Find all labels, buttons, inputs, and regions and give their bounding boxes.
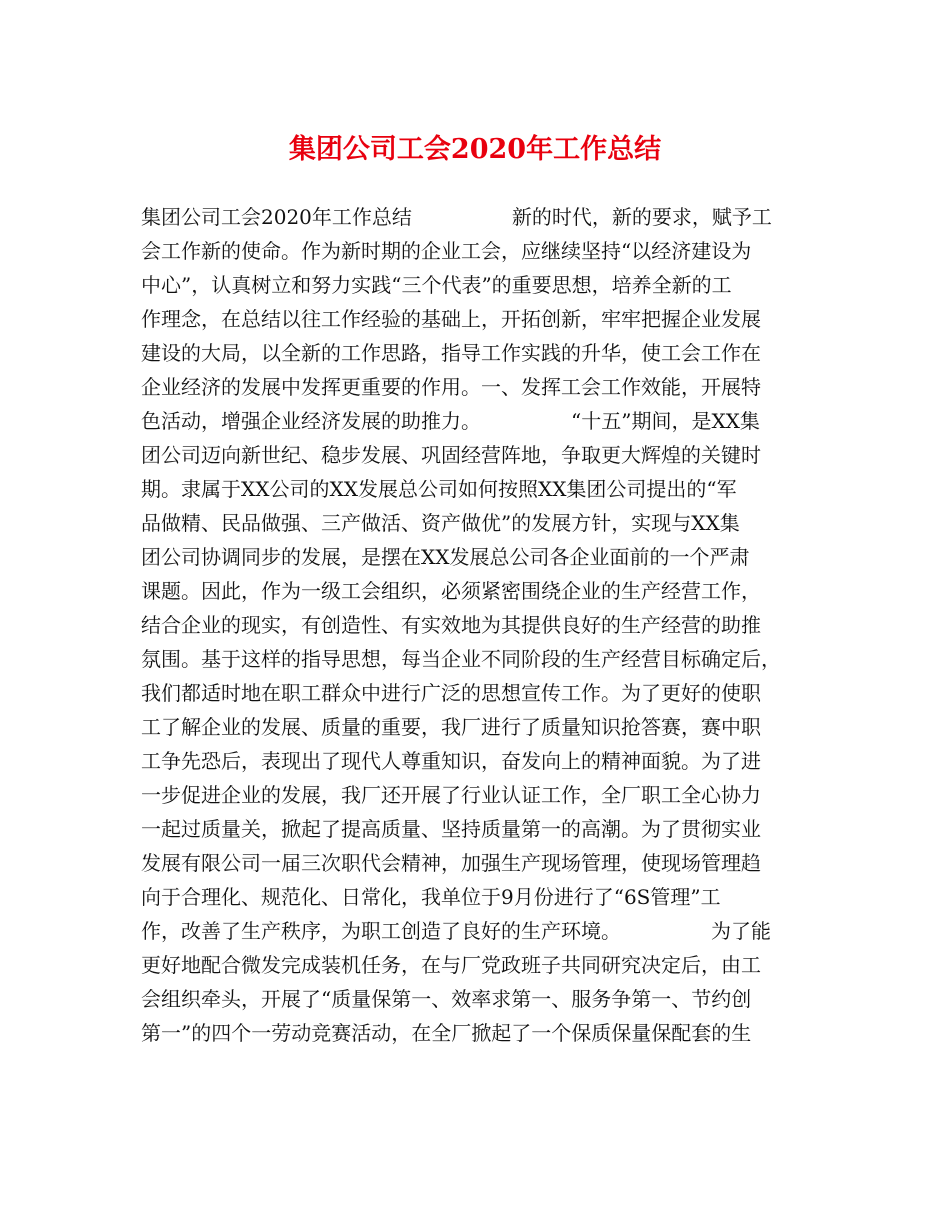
body-text-line: 会组织牵头，开展了“质量保第一、效率求第一、服务争第一、节约创: [141, 987, 752, 1011]
body-text-line: 一起过质量关，掀起了提高质量、坚持质量第一的高潮。为了贯彻实业: [141, 817, 761, 841]
body-text-line: 企业经济的发展中发挥更重要的作用。一、发挥工会工作效能，开展特: [141, 375, 761, 399]
body-text-line: 一步促进企业的发展，我厂还开展了行业认证工作，全厂职工全心协力: [141, 783, 761, 807]
body-text-line: 氛围。基于这样的指导思想，每当企业不同阶段的生产经营目标确定后，: [141, 647, 781, 671]
body-text-line: 我们都适时地在职工群众中进行广泛的思想宣传工作。为了更好的使职: [141, 681, 761, 705]
body-text-line: 发展有限公司一届三次职代会精神，加强生产现场管理，使现场管理趋: [141, 851, 761, 875]
body-text-line: 作，改善了生产秩序，为职工创造了良好的生产环境。 为了能: [141, 919, 771, 943]
body-text-line: 工争先恐后，表现出了现代人尊重知识，奋发向上的精神面貌。为了进: [141, 749, 761, 773]
document-title: 集团公司工会2020年工作总结: [288, 134, 662, 165]
body-text-line: 会工作新的使命。作为新时期的企业工会，应继续坚持“以经济建设为: [141, 239, 752, 263]
body-text-line: 向于合理化、规范化、日常化，我单位于9月份进行了“6S管理”工: [141, 885, 721, 909]
body-text-line: 团公司迈向新世纪、稳步发展、巩固经营阵地，争取更大辉煌的关键时: [141, 443, 761, 467]
body-text-line: 更好地配合微发完成装机任务，在与厂党政班子共同研究决定后，由工: [141, 953, 761, 977]
body-text-line: 建设的大局，以全新的工作思路，指导工作实践的升华，使工会工作在: [141, 341, 761, 365]
body-text-line: 结合企业的现实，有创造性、有实效地为其提供良好的生产经营的助推: [141, 613, 761, 637]
document-body: [141, 200, 809, 1050]
body-text-line: 作理念，在总结以往工作经验的基础上，开拓创新，牢牢把握企业发展: [141, 307, 761, 331]
body-text-line: 中心”，认真树立和努力实践“三个代表”的重要思想，培养全新的工: [141, 273, 732, 297]
body-text-line: 集团公司工会2020年工作总结 新的时代，新的要求，赋予工: [141, 205, 772, 229]
body-text-line: 工了解企业的发展、质量的重要，我厂进行了质量知识抢答赛，赛中职: [141, 715, 761, 739]
body-text-line: 色活动，增强企业经济发展的助推力。 “十五”期间，是XX集: [141, 409, 760, 433]
body-text-line: 团公司协调同步的发展，是摆在XX发展总公司各企业面前的一个严肃: [141, 545, 750, 569]
body-text-line: 课题。因此，作为一级工会组织，必须紧密围绕企业的生产经营工作，: [141, 579, 761, 603]
body-text-line: 期。隶属于XX公司的XX发展总公司如何按照XX集团公司提出的“军: [141, 477, 737, 501]
body-text-line: 品做精、民品做强、三产做活、资产做优”的发展方针，实现与XX集: [141, 511, 740, 535]
body-text-line: 第一”的四个一劳动竞赛活动，在全厂掀起了一个保质保量保配套的生: [141, 1021, 752, 1045]
